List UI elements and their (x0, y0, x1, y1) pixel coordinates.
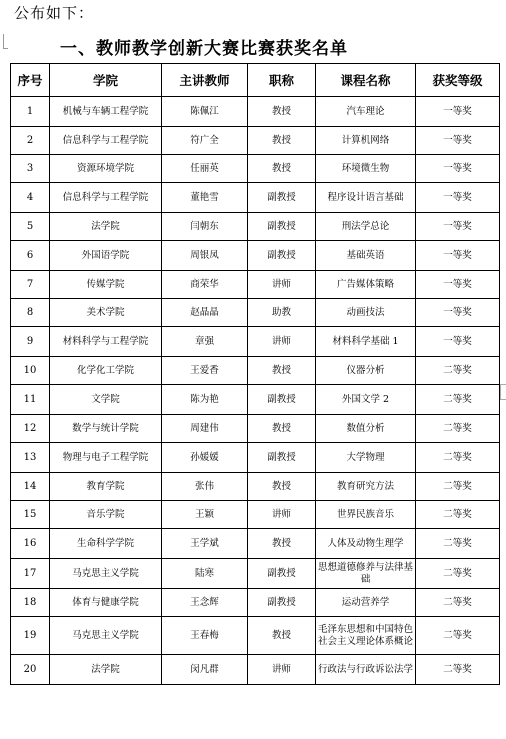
title-cell: 副教授 (248, 241, 316, 271)
title-cell: 教授 (248, 127, 316, 155)
teacher-cell: 赵晶晶 (162, 299, 248, 327)
teacher-cell: 陈为艳 (162, 385, 248, 415)
header-cell: 学院 (50, 64, 162, 97)
header-cell: 获奖等级 (416, 64, 500, 97)
table-row (11, 617, 500, 655)
rank-cell: 11 (11, 385, 50, 415)
award-cell: 二等奖 (416, 443, 500, 473)
award-cell: 一等奖 (416, 127, 500, 155)
rank-cell: 16 (11, 529, 50, 559)
college-cell: 法学院 (50, 655, 162, 685)
rank-cell: 12 (11, 415, 50, 443)
rank-cell: 17 (11, 559, 50, 589)
rank-cell: 6 (11, 241, 50, 271)
table-row (11, 415, 500, 443)
award-cell: 二等奖 (416, 655, 500, 685)
table-row (11, 183, 500, 213)
award-cell: 一等奖 (416, 183, 500, 213)
course-cell: 教育研究方法 (316, 473, 416, 501)
header-cell: 课程名称 (316, 64, 416, 97)
table-row (11, 299, 500, 327)
college-cell: 美术学院 (50, 299, 162, 327)
rank-cell: 8 (11, 299, 50, 327)
award-cell: 二等奖 (416, 501, 500, 529)
paragraph-corner-mark (3, 34, 8, 49)
college-cell: 资源环境学院 (50, 155, 162, 183)
table-row (11, 97, 500, 127)
title-cell: 副教授 (248, 385, 316, 415)
teacher-cell: 王念辉 (162, 589, 248, 617)
rank-cell: 13 (11, 443, 50, 473)
college-cell: 化学化工学院 (50, 357, 162, 385)
course-cell: 世界民族音乐 (316, 501, 416, 529)
college-cell: 材料科学与工程学院 (50, 327, 162, 357)
intro-text: 公布如下： (14, 4, 95, 22)
college-cell: 信息科学与工程学院 (50, 183, 162, 213)
course-cell: 仪器分析 (316, 357, 416, 385)
college-cell: 信息科学与工程学院 (50, 127, 162, 155)
course-cell: 人体及动物生理学 (316, 529, 416, 559)
awards-table (10, 63, 500, 685)
award-cell: 一等奖 (416, 327, 500, 357)
teacher-cell: 张伟 (162, 473, 248, 501)
rank-cell: 19 (11, 617, 50, 655)
award-cell: 一等奖 (416, 155, 500, 183)
title-cell: 讲师 (248, 501, 316, 529)
course-cell: 材料科学基础 1 (316, 327, 416, 357)
course-cell: 基础英语 (316, 241, 416, 271)
rank-cell: 3 (11, 155, 50, 183)
teacher-cell: 陆寒 (162, 559, 248, 589)
college-cell: 物理与电子工程学院 (50, 443, 162, 473)
rank-cell: 2 (11, 127, 50, 155)
teacher-cell: 孙媛媛 (162, 443, 248, 473)
course-cell: 大学物理 (316, 443, 416, 473)
teacher-cell: 周建伟 (162, 415, 248, 443)
table-row (11, 501, 500, 529)
course-cell: 数值分析 (316, 415, 416, 443)
title-cell: 教授 (248, 529, 316, 559)
rank-cell: 18 (11, 589, 50, 617)
rank-cell: 20 (11, 655, 50, 685)
title-cell: 教授 (248, 617, 316, 655)
teacher-cell: 任丽英 (162, 155, 248, 183)
college-cell: 教育学院 (50, 473, 162, 501)
award-cell: 一等奖 (416, 213, 500, 241)
course-cell: 环境微生物 (316, 155, 416, 183)
teacher-cell: 王春梅 (162, 617, 248, 655)
table-row (11, 357, 500, 385)
table-row (11, 529, 500, 559)
teacher-cell: 符广全 (162, 127, 248, 155)
table-header-row (11, 64, 500, 97)
title-cell: 教授 (248, 415, 316, 443)
title-cell: 教授 (248, 155, 316, 183)
title-cell: 副教授 (248, 213, 316, 241)
rank-cell: 7 (11, 271, 50, 299)
award-cell: 二等奖 (416, 559, 500, 589)
college-cell: 音乐学院 (50, 501, 162, 529)
table-row (11, 559, 500, 589)
table-row (11, 213, 500, 241)
college-cell: 马克思主义学院 (50, 559, 162, 589)
teacher-cell: 王爱香 (162, 357, 248, 385)
teacher-cell: 董艳雪 (162, 183, 248, 213)
award-cell: 二等奖 (416, 385, 500, 415)
college-cell: 数学与统计学院 (50, 415, 162, 443)
header-cell: 职称 (248, 64, 316, 97)
title-cell: 助教 (248, 299, 316, 327)
table-row (11, 127, 500, 155)
teacher-cell: 闫朝东 (162, 213, 248, 241)
table-row (11, 655, 500, 685)
award-cell: 一等奖 (416, 299, 500, 327)
teacher-cell: 闵凡群 (162, 655, 248, 685)
award-cell: 二等奖 (416, 529, 500, 559)
title-cell: 讲师 (248, 655, 316, 685)
section-heading: 一、教师教学创新大赛比赛获奖名单 (60, 39, 348, 59)
teacher-cell: 周银凤 (162, 241, 248, 271)
course-cell: 动画技法 (316, 299, 416, 327)
award-cell: 一等奖 (416, 241, 500, 271)
college-cell: 机械与车辆工程学院 (50, 97, 162, 127)
title-cell: 讲师 (248, 327, 316, 357)
table-row (11, 589, 500, 617)
table-row (11, 443, 500, 473)
award-cell: 二等奖 (416, 617, 500, 655)
award-cell: 二等奖 (416, 589, 500, 617)
course-cell: 汽车理论 (316, 97, 416, 127)
title-cell: 副教授 (248, 589, 316, 617)
header-cell: 序号 (11, 64, 50, 97)
title-cell: 副教授 (248, 559, 316, 589)
table-row (11, 473, 500, 501)
table-row (11, 155, 500, 183)
title-cell: 教授 (248, 97, 316, 127)
scroll-handle[interactable] (500, 384, 506, 400)
teacher-cell: 陈佩江 (162, 97, 248, 127)
rank-cell: 5 (11, 213, 50, 241)
table-row (11, 385, 500, 415)
teacher-cell: 王颖 (162, 501, 248, 529)
college-cell: 传媒学院 (50, 271, 162, 299)
college-cell: 文学院 (50, 385, 162, 415)
title-cell: 副教授 (248, 183, 316, 213)
college-cell: 法学院 (50, 213, 162, 241)
course-cell: 运动营养学 (316, 589, 416, 617)
teacher-cell: 商荣华 (162, 271, 248, 299)
college-cell: 生命科学学院 (50, 529, 162, 559)
course-cell: 刑法学总论 (316, 213, 416, 241)
title-cell: 教授 (248, 473, 316, 501)
course-cell: 毛泽东思想和中国特色社会主义理论体系概论 (316, 617, 416, 655)
title-cell: 讲师 (248, 271, 316, 299)
award-cell: 二等奖 (416, 357, 500, 385)
award-cell: 二等奖 (416, 473, 500, 501)
college-cell: 外国语学院 (50, 241, 162, 271)
table-row (11, 327, 500, 357)
title-cell: 教授 (248, 357, 316, 385)
college-cell: 马克思主义学院 (50, 617, 162, 655)
award-cell: 二等奖 (416, 415, 500, 443)
rank-cell: 15 (11, 501, 50, 529)
award-cell: 一等奖 (416, 97, 500, 127)
teacher-cell: 章强 (162, 327, 248, 357)
course-cell: 外国文学 2 (316, 385, 416, 415)
table-row (11, 271, 500, 299)
course-cell: 广告媒体策略 (316, 271, 416, 299)
college-cell: 体育与健康学院 (50, 589, 162, 617)
header-cell: 主讲教师 (162, 64, 248, 97)
rank-cell: 1 (11, 97, 50, 127)
award-cell: 一等奖 (416, 271, 500, 299)
course-cell: 行政法与行政诉讼法学 (316, 655, 416, 685)
course-cell: 思想道德修养与法律基础 (316, 559, 416, 589)
course-cell: 计算机网络 (316, 127, 416, 155)
title-cell: 副教授 (248, 443, 316, 473)
rank-cell: 10 (11, 357, 50, 385)
rank-cell: 9 (11, 327, 50, 357)
rank-cell: 4 (11, 183, 50, 213)
course-cell: 程序设计语言基础 (316, 183, 416, 213)
teacher-cell: 王学斌 (162, 529, 248, 559)
table-row (11, 241, 500, 271)
rank-cell: 14 (11, 473, 50, 501)
